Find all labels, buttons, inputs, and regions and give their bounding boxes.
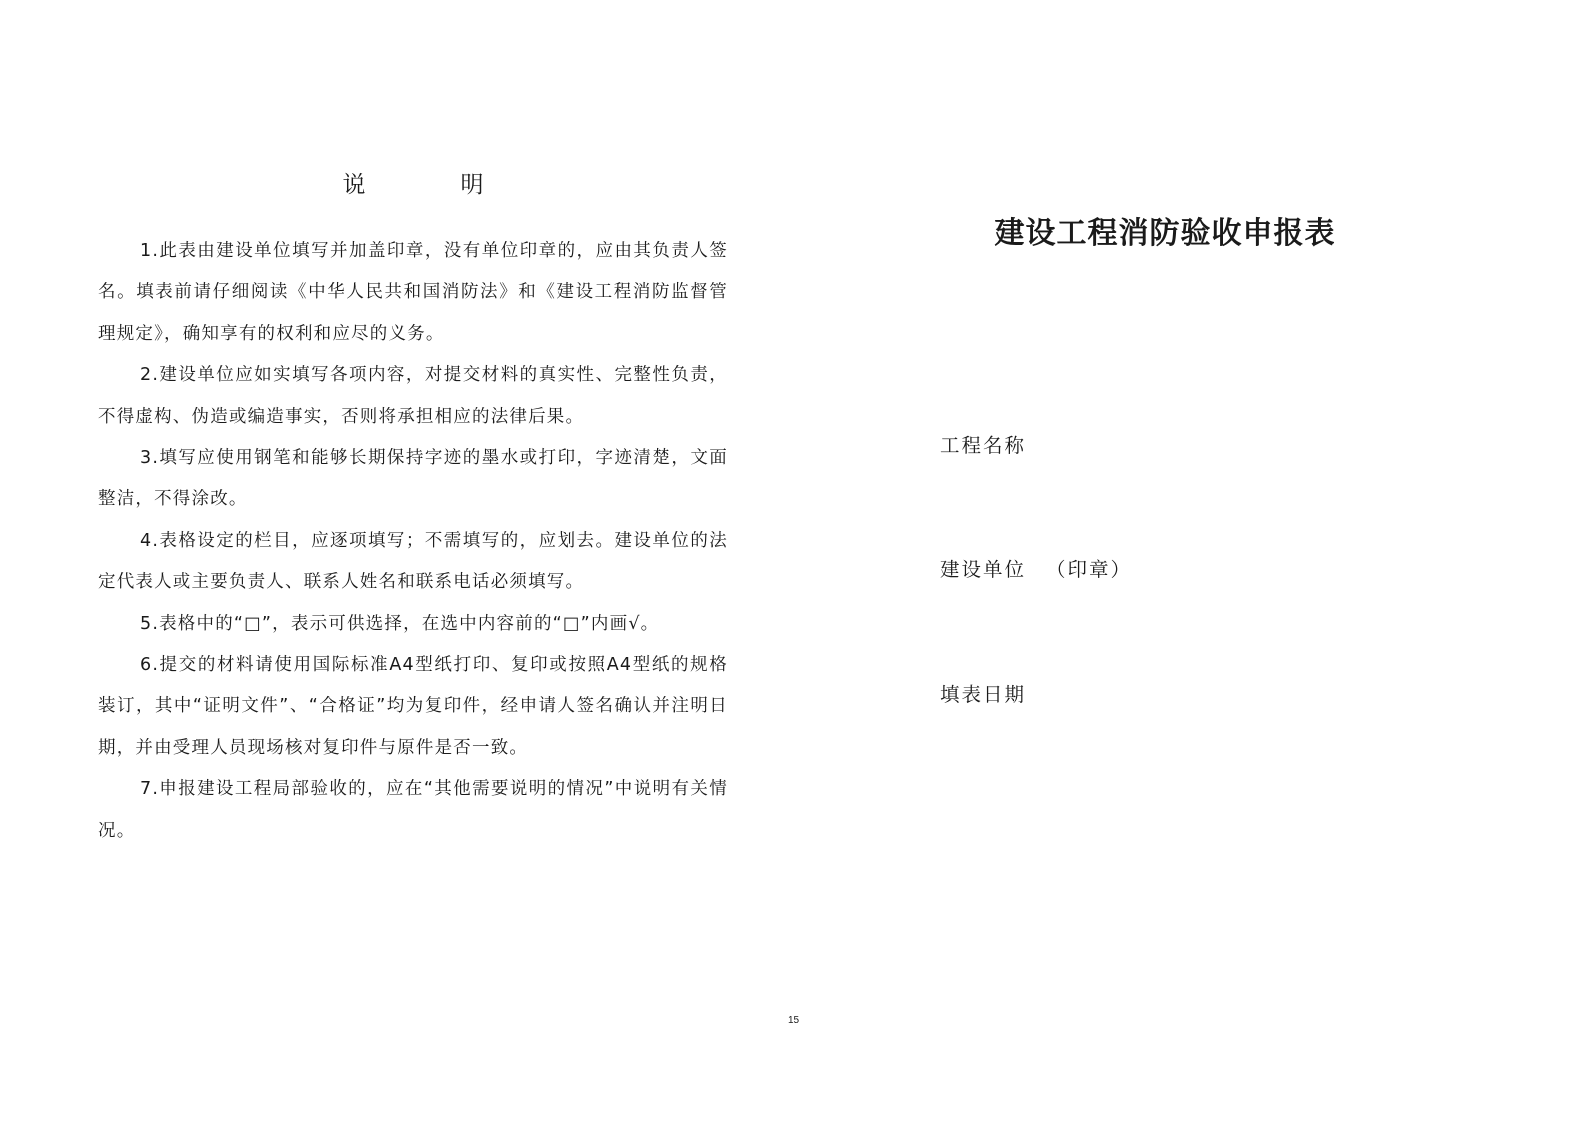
instruction-item: 3.填写应使用钢笔和能够长期保持字迹的墨水或打印，字迹清楚，文面整洁，不得涂改。 xyxy=(98,448,728,510)
instruction-item: 7.申报建设工程局部验收的，应在“其他需要说明的情况”中说明有关情况。 xyxy=(98,779,728,841)
instruction-item: 5.表格中的“□”，表示可供选择，在选中内容前的“□”内画√。 xyxy=(140,613,660,634)
instruction-item: 1.此表由建设单位填写并加盖印章，没有单位印章的，应由其负责人签名。填表前请仔细阅读《中华人民共和国消防法》和《建设工程消防监督管理规定》，确知享有的权利和应尽的义务。 xyxy=(98,241,728,344)
construction-unit-field xyxy=(940,554,1132,582)
instruction-item: 2.建设单位应如实填写各项内容，对提交材料的真实性、完整性负责，不得虚构、伪造或编造事实，否则将承担相应的法律后果。 xyxy=(98,365,728,427)
instructions-page xyxy=(98,0,728,1000)
project-name-label: 工程名称 xyxy=(940,434,1027,457)
instructions-title: 说 明 xyxy=(342,172,520,198)
cover-page xyxy=(790,0,1587,1000)
construction-unit-label: 建设单位 xyxy=(940,558,1027,581)
page-number: 15 xyxy=(787,1015,800,1026)
seal-note: （印章） xyxy=(1046,558,1133,581)
instruction-item: 4.表格设定的栏目，应逐项填写；不需填写的，应划去。建设单位的法定代表人或主要负责人、联系人姓名和联系电话必须填写。 xyxy=(98,530,728,593)
instruction-item: 6.提交的材料请使用国际标准A4型纸打印、复印或按照A4型纸的规格装订，其中“证明文件”、“合格证”均为复印件，经申请人签名确认并注明日期，并由受理人员现场核对复印件与原件是否一致。 xyxy=(98,655,728,758)
instructions-list xyxy=(98,231,728,852)
form-title: 建设工程消防验收申报表 xyxy=(994,216,1336,251)
fill-date-label: 填表日期 xyxy=(940,683,1027,706)
